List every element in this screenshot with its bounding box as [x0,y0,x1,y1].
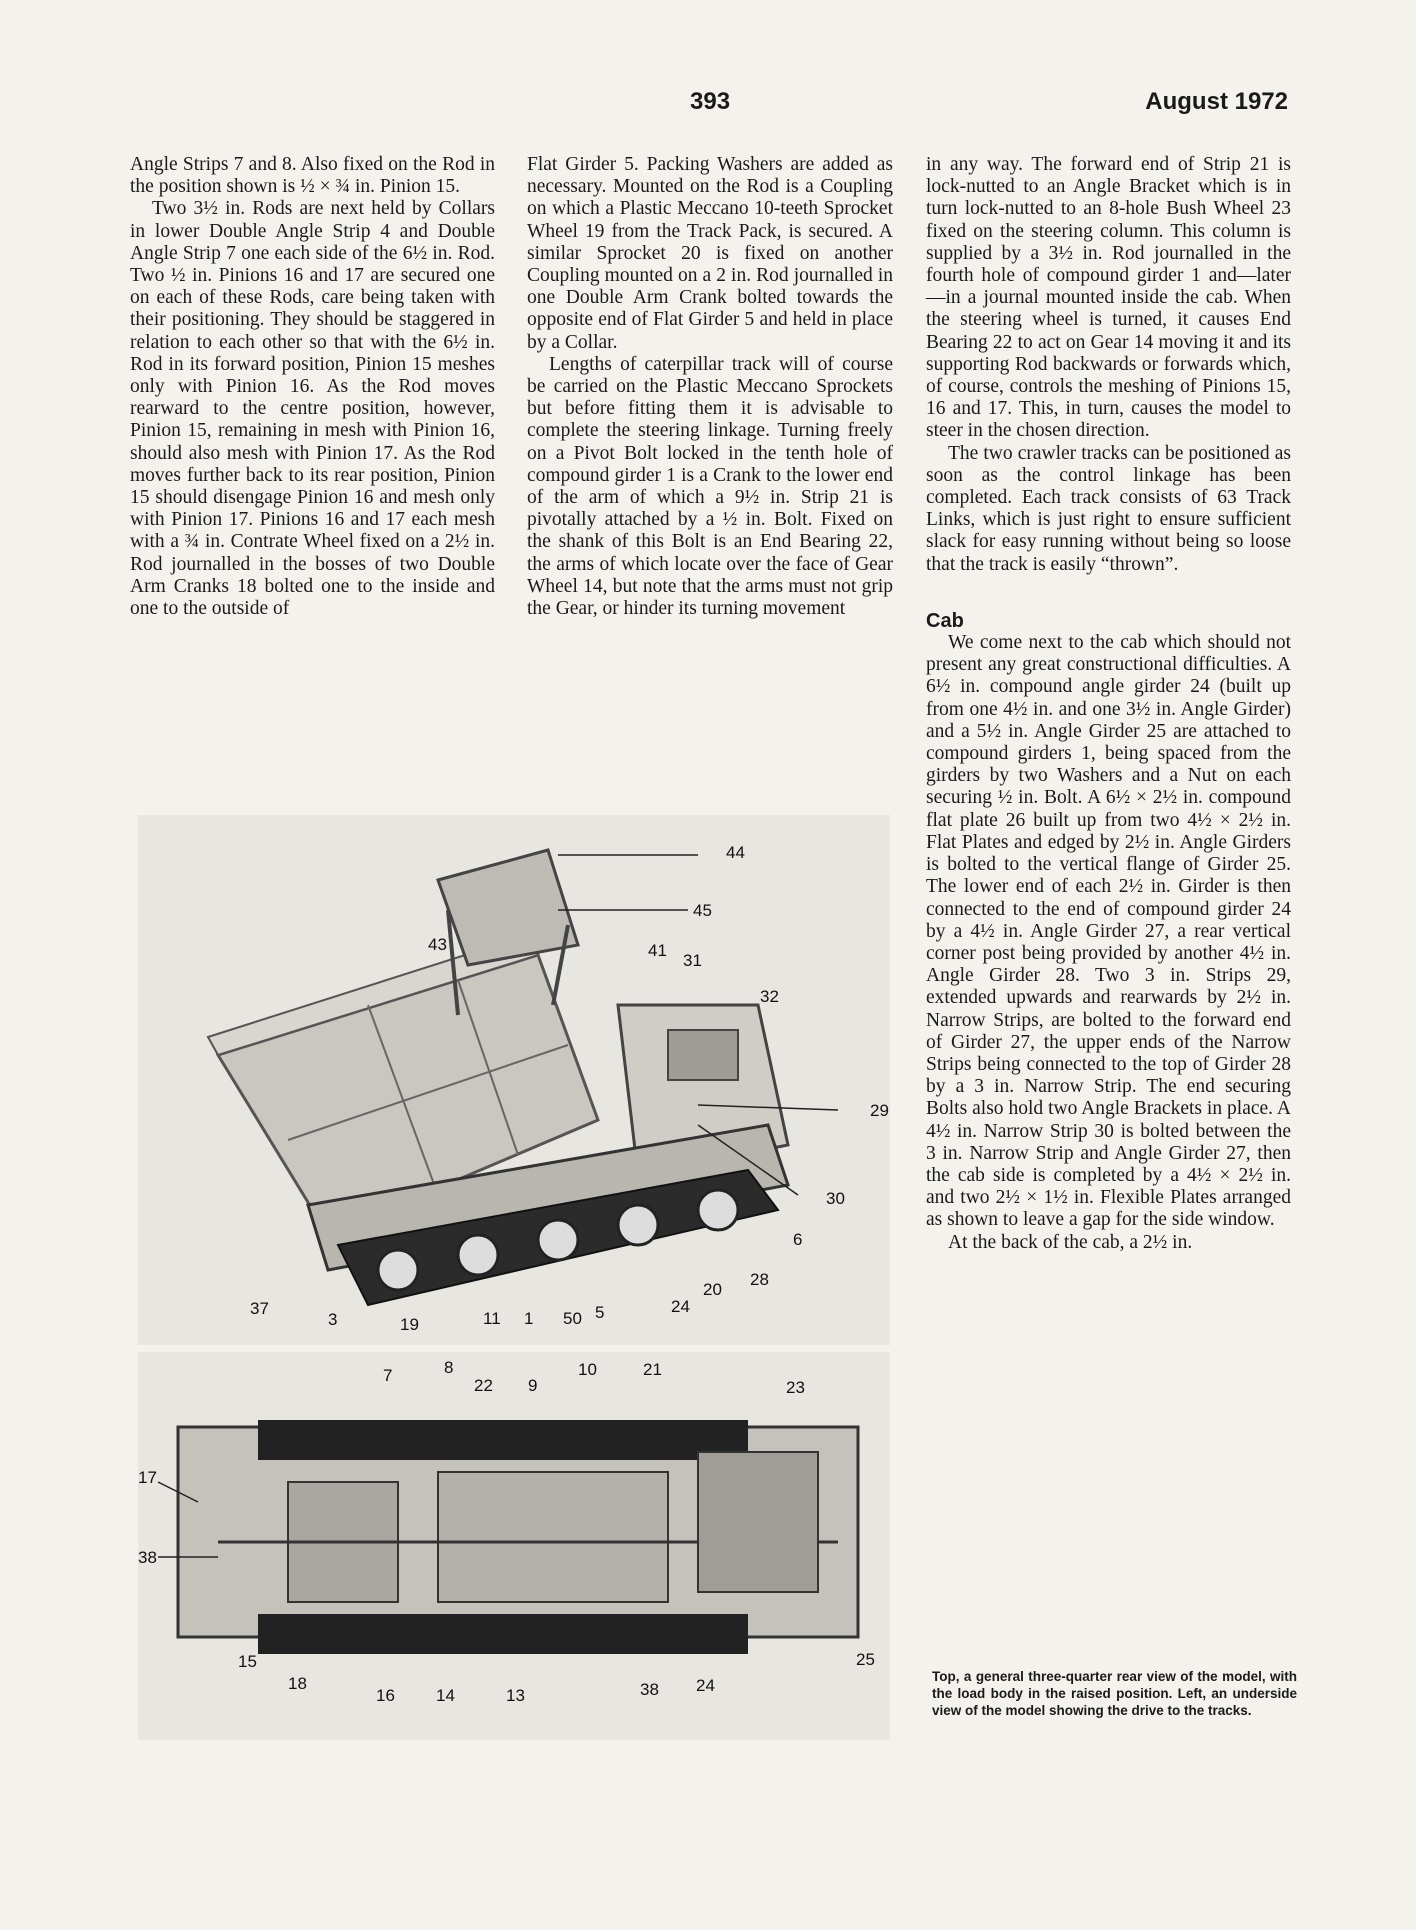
part-label: 6 [793,1230,803,1249]
paragraph: We come next to the cab which should not present any great constructional difficulties. A 6½ in. compound angle girder 24 (built up from one 4½ in. and one 3½ in. Angle Girder) and a 5½ in. Angle Girder 25 are attached to compound girders 1, being spaced from the girders by two Washers and a Nut on each securing ½ in. Bolt. A 6½ × 2½ in. compound flat plate 26 built up from two 4½ × 2½ in. Flat Plates and edged by 2½ in. Angle Girders is bolted to the vertical flange of Girder 25. The lower end of each 2½ in. Girder is then connected to the end of compound girder 24 by a 4½ in. Angle Girder 27, a rear vertical corner post being provided by another 4½ in. Angle Girder 28. Two 3 in. Strips 29, extended upwards and rearwards by 2½ in. Narrow Strips, are bolted to the forward end of Girder 27, the upper ends of the Narrow Strips being connected to the top of Girder 28 by a 3 in. Narrow Strip. The end securing Bolts also hold two Angle Brackets in place. A 4½ in. Narrow Strip 30 is bolted between the 3 in. Narrow Strip and Angle Girder 27, then the cab side is completed by a 4½ × 2½ in. and two 2½ × 1½ in. Flexible Plates arranged as shown to leave a gap for the side window. [926,632,1291,1231]
part-label: 11 [483,1309,501,1328]
model-underside-illustration [138,1352,890,1740]
paragraph: Two 3½ in. Rods are next held by Collars in lower Double Angle Strip 4 and Double Angle Strip 7 one each side of the 6½ in. Rod. Two ½ in. Pinions 16 and 17 are secured one on each of these Rods, care being taken with their positioning. They should be staggered in relation to each other so that with the 6½ in. Rod in its forward position, Pinion 15 meshes only with Pinion 16. As the Rod moves rearward to the centre position, however, Pinion 15, remaining in mesh with Pinion 16, should also mesh with Pinion 17. As the Rod moves further back to its rear position, Pinion 15 should disengage Pinion 16 and mesh only with Pinion 17. Pinions 16 and 17 each mesh with a ¾ in. Contrate Wheel fixed on a 2½ in. Rod journalled in the bosses of two Double Arm Cranks 18 bolted one to the inside and one to the outside of [130,198,495,620]
part-label: 16 [376,1686,395,1705]
model-underside-photo [138,1352,890,1740]
part-label: 44 [726,843,745,862]
part-label: 45 [693,901,712,920]
part-label: 25 [856,1650,875,1669]
part-label: 13 [506,1686,525,1705]
part-label: 41 [648,941,667,960]
model-rear-view-photo [138,815,890,1345]
page-number: 393 [690,88,731,115]
part-label: 5 [595,1303,605,1322]
section-heading: Cab [926,609,964,632]
part-label: 37 [250,1299,269,1318]
part-label: 28 [750,1270,769,1289]
part-label: 50 [563,1309,582,1328]
paragraph: At the back of the cab, a 2½ in. [948,1231,1193,1253]
part-label: 38 [138,1548,157,1567]
part-label: 43 [428,935,447,954]
part-label: 9 [528,1376,538,1395]
model-rear-view-illustration [138,815,890,1345]
part-label: 23 [786,1378,805,1397]
paragraph: The two crawler tracks can be positioned as soon as the control linkage has been completed. Each track consists of 63 Track Links, which is just right to ensure sufficient slack for easy running without being so loose that the track is easily “thrown”. [926,442,1291,575]
part-label: 21 [643,1360,662,1379]
part-label: 8 [444,1358,454,1377]
part-label: 32 [760,987,779,1006]
part-label: 10 [578,1360,597,1379]
part-label: 20 [703,1280,722,1299]
part-label: 30 [826,1189,845,1208]
part-label: 15 [238,1652,257,1671]
part-label: 14 [436,1686,455,1705]
part-label: 19 [400,1315,419,1334]
part-label: 38 [640,1680,659,1699]
issue-date: August 1972 [1145,88,1288,115]
paragraph: in any way. The forward end of Strip 21 is lock-nutted to an Angle Bracket which is in turn lock-nutted to an 8-hole Bush Wheel 23 fixed on the steering column. This column is supplied by a 3½ in. Rod journalled in the fourth hole of compound girder 1 and—later—in a journal mounted inside the cab. When the steering wheel is turned, it causes End Bearing 22 to act on Gear 14 moving it and its supporting Rod backwards or forwards which, of course, controls the meshing of Pinions 15, 16 and 17. This, in turn, causes the model to steer in the chosen direction. [926,154,1291,442]
part-label: 3 [328,1310,338,1329]
part-label: 31 [683,951,702,970]
text-column-1 [130,154,495,620]
photo-caption: Top, a general three-quarter rear view of the model, with the load body in the raised position. Left, an underside view of the model showing the drive to the tracks. [932,1669,1297,1718]
text-column-2 [527,154,893,620]
part-label: 17 [138,1468,157,1487]
part-label: 1 [524,1309,534,1328]
paragraph: Lengths of caterpillar track will of course be carried on the Plastic Meccano Sprockets but before fitting them it is advisable to complete the steering linkage. Turning freely on a Pivot Bolt locked in the tenth hole of compound girder 1 is a Crank to the lower end of the arm of which a 9½ in. Strip 21 is pivotally attached by a ½ in. Bolt. Fixed on the shank of this Bolt is an End Bearing 22, the arms of which locate over the face of Gear Wheel 14, but note that the arms must not grip the Gear, or hinder its turning movement [527,353,893,620]
paragraph: Angle Strips 7 and 8. Also fixed on the Rod in the position shown is ½ × ¾ in. Pinion 15. [130,154,495,198]
part-label: 22 [474,1376,493,1395]
text-column-3 [926,154,1291,1254]
part-label: 29 [870,1101,889,1120]
paragraph: Flat Girder 5. Packing Washers are added as necessary. Mounted on the Rod is a Coupling on which a Plastic Meccano 10-teeth Sprocket Wheel 19 from the Track Pack, is secured. A similar Sprocket 20 is fixed on another Coupling mounted on a 2 in. Rod journalled in one Double Arm Crank bolted towards the opposite end of Flat Girder 5 and held in place by a Collar. [527,154,893,353]
part-label: 7 [383,1366,393,1385]
part-label: 24 [671,1297,690,1316]
part-label: 24 [696,1676,715,1695]
part-label: 18 [288,1674,307,1693]
